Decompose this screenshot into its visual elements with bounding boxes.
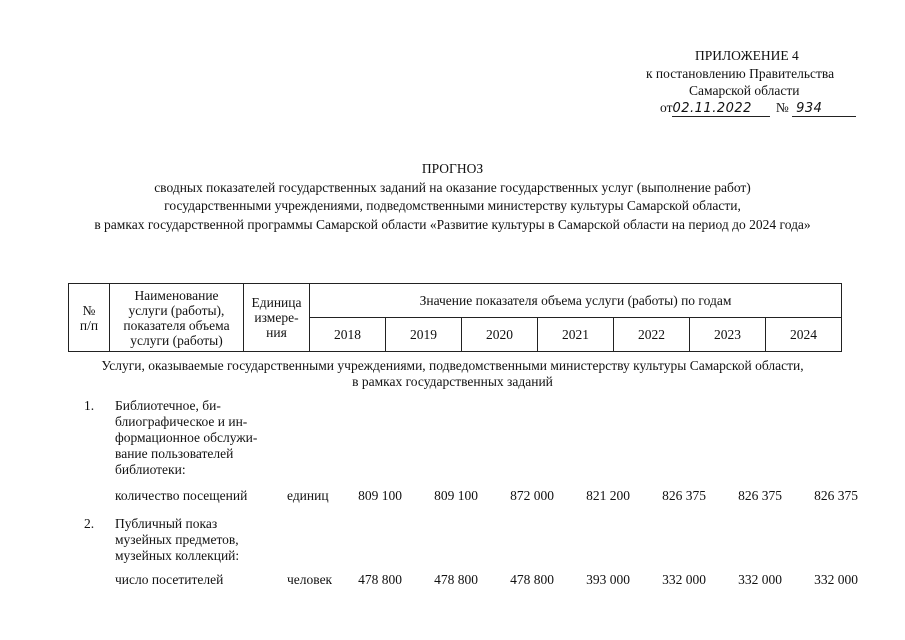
- value-2020: 872 000: [510, 488, 554, 503]
- section-caption-line-2: в рамках государственных заданий: [352, 374, 553, 389]
- value-2021: 821 200: [586, 488, 630, 503]
- value-2023: 332 000: [738, 572, 782, 587]
- value-2019: 809 100: [434, 488, 478, 503]
- handwritten-date: 02.11.2022: [672, 101, 770, 117]
- indicator-name: число посетителей: [115, 572, 224, 587]
- service-name: Библиотечное, би- блиографическое и ин- формационное обслужи- вание пользователей библиотеки:: [115, 398, 258, 477]
- appendix-title: ПРИЛОЖЕНИЕ 4: [695, 48, 799, 63]
- value-2023: 826 375: [738, 488, 782, 503]
- value-2019: 478 800: [434, 572, 478, 587]
- title-line-2: государственными учреждениями, подведомственными министерству культуры Самарской области,: [164, 198, 741, 213]
- number-prefix: №: [775, 100, 789, 115]
- appendix-region-line: Самарской области: [689, 83, 800, 98]
- header-col-unit: Единица измере- ния: [244, 284, 310, 352]
- table-row: [0, 488, 905, 504]
- value-2022: 332 000: [662, 572, 706, 587]
- section-caption: [0, 358, 905, 390]
- value-2024: 332 000: [814, 572, 858, 587]
- header-year-2022: 2022: [614, 318, 690, 352]
- header-year-2020: 2020: [462, 318, 538, 352]
- indicator-unit: единиц: [287, 488, 329, 503]
- value-2022: 826 375: [662, 488, 706, 503]
- document-title: [0, 160, 905, 234]
- value-2018: 809 100: [358, 488, 402, 503]
- title-line-1: сводных показателей государственных заданий на оказание государственных услуг (выполнение работ): [154, 179, 751, 195]
- value-2020: 478 800: [510, 572, 554, 587]
- date-prefix: от: [660, 100, 673, 115]
- header-col-name: Наименование услуги (работы), показателя объема услуги (работы): [110, 284, 244, 352]
- header-values-by-year: Значение показателя объема услуги (работы) по годам: [310, 284, 842, 318]
- value-2018: 478 800: [358, 572, 402, 587]
- title-line-3: в рамках государственной программы Самарской области «Развитие культуры в Самарской области на период до 2024 года»: [94, 216, 811, 232]
- service-number: 2.: [84, 516, 95, 531]
- header-year-2024: 2024: [766, 318, 842, 352]
- value-2024: 826 375: [814, 488, 858, 503]
- appendix-date-line: [660, 100, 856, 117]
- header-col-number: № п/п: [69, 284, 110, 352]
- handwritten-number: 934: [792, 101, 856, 117]
- header-year-2021: 2021: [538, 318, 614, 352]
- title-heading: ПРОГНОЗ: [421, 161, 484, 176]
- value-2021: 393 000: [586, 572, 630, 587]
- header-year-2019: 2019: [386, 318, 462, 352]
- indicator-unit: человек: [287, 572, 333, 587]
- table-row: [0, 572, 905, 588]
- appendix-resolution-line: к постановлению Правительства: [646, 66, 835, 81]
- table-header: [68, 283, 842, 352]
- service-name: Публичный показ музейных предметов, музейных коллекций:: [115, 516, 240, 563]
- indicator-name: количество посещений: [115, 488, 248, 503]
- header-year-2023: 2023: [690, 318, 766, 352]
- header-year-2018: 2018: [310, 318, 386, 352]
- section-caption-line-1: Услуги, оказываемые государственными учреждениями, подведомственными министерству культуры Самарской области,: [101, 358, 804, 373]
- service-number: 1.: [84, 398, 95, 413]
